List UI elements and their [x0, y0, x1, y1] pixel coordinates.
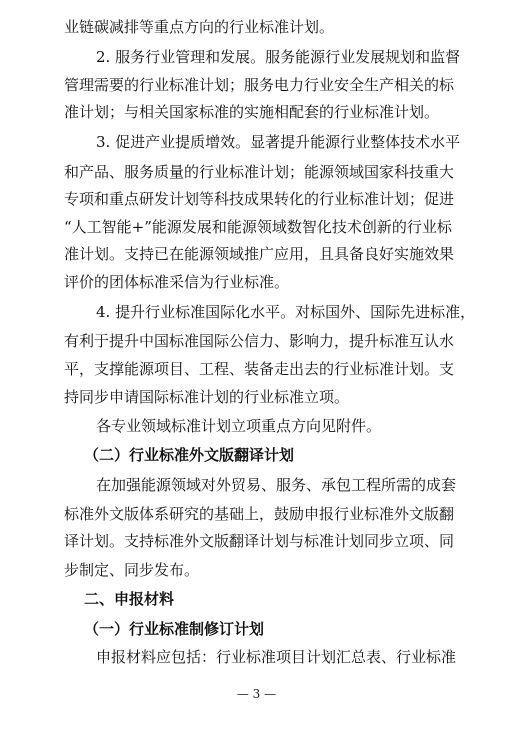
- text-line-13: 平，支撑能源项目、工程、装备走出去的行业标准计划。支: [64, 360, 455, 378]
- text-line-1: 业链碳减排等重点方向的行业标准计划。: [64, 18, 335, 36]
- text-line-8: “人工智能+”能源发展和能源领域数智化技术创新的行业标: [64, 218, 452, 236]
- text-line-6: 和产品、服务质量的行业标准计划；能源领域国家科技重大: [64, 163, 455, 181]
- text-line-10: 评价的团体标准采信为行业标准。: [64, 273, 290, 291]
- text-line-20: 步制定、同步发布。: [64, 561, 200, 579]
- page-number: — 3 —: [236, 687, 277, 701]
- text-line-4: 准计划；与相关国家标准的实施相配套的行业标准计划。: [64, 103, 440, 121]
- section-heading-materials: 二、申报材料: [84, 590, 175, 608]
- text-line-9: 准计划。支持已在能源领域推广应用，且具备良好实施效果: [64, 245, 455, 263]
- text-line-17: 在加强能源领域对外贸易、服务、承包工程所需的成套: [96, 476, 457, 494]
- text-line-11: 4. 提升行业标准国际化水平。对标国外、国际先进标准，: [96, 303, 476, 321]
- text-line-5: 3. 促进产业提质增效。显著提升能源行业整体技术水平: [96, 133, 461, 151]
- section-heading-revision-plan: （一）行业标准制修订计划: [84, 620, 265, 638]
- section-heading-foreign-translation: （二）行业标准外文版翻译计划: [84, 446, 295, 464]
- text-line-15: 各专业领域标准计划立项重点方向见附件。: [96, 417, 382, 435]
- text-line-19: 译计划。支持标准外文版翻译计划与标准计划同步立项、同: [64, 532, 455, 550]
- text-line-3: 管理需要的行业标准计划；服务电力行业安全生产相关的标: [64, 76, 455, 94]
- text-line-7: 专项和重点研发计划等科技成果转化的行业标准计划；促进: [64, 190, 455, 208]
- text-line-14: 持同步申请国际标准计划的行业标准立项。: [64, 388, 350, 406]
- text-line-2: 2. 服务行业管理和发展。服务能源行业发展规划和监督: [96, 48, 461, 66]
- text-line-18: 标准外文版体系研究的基础上，鼓励申报行业标准外文版翻: [64, 505, 455, 523]
- text-line-12: 有利于提升中国标准国际公信力、影响力，提升标准互认水: [64, 332, 455, 350]
- text-line-23: 申报材料应包括：行业标准项目计划汇总表、行业标准: [96, 648, 457, 666]
